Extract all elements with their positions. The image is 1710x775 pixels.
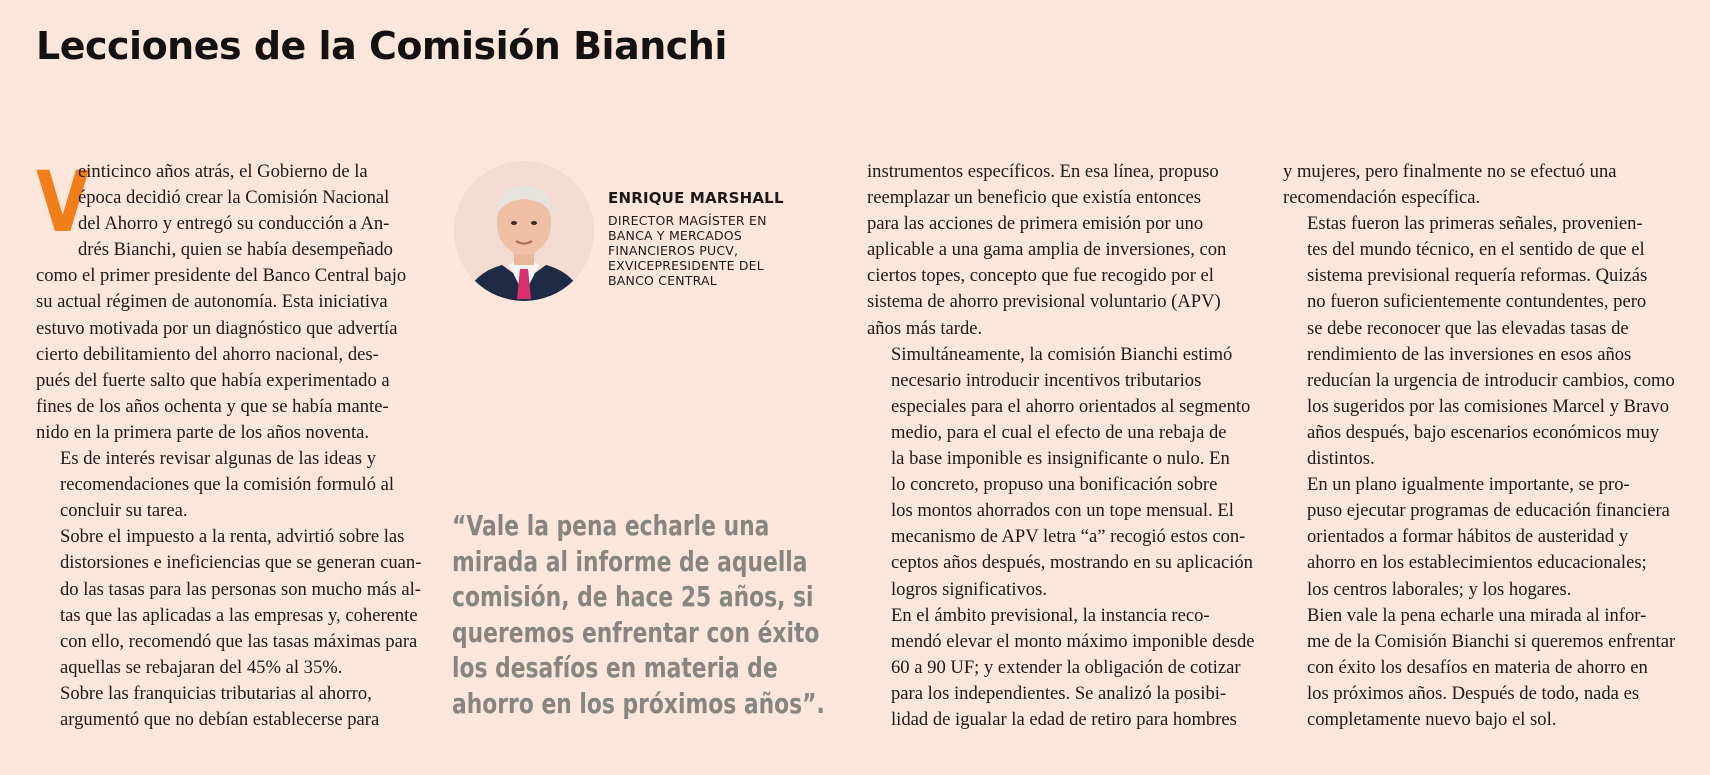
article-line: tes del mundo técnico, en el sentido de que el	[1307, 239, 1645, 261]
article-paragraph	[1283, 211, 1683, 472]
pull-quote-line: los desafíos en materia de	[452, 651, 778, 684]
article-line: drés Bianchi, quien se había desempeñado	[78, 239, 393, 261]
article-line: especiales para el ahorro orientados al segmento	[891, 395, 1251, 417]
article-line: tas que las aplicadas a las empresas y, coherente	[60, 604, 418, 626]
pull-quote-line: comisión, de hace 25 años, si	[452, 580, 814, 613]
article-line: orientados a formar hábitos de austeridad y	[1307, 526, 1629, 548]
article-line: años más tarde.	[867, 317, 983, 339]
article-line: puso ejecutar programas de educación financiera	[1307, 500, 1670, 522]
article-line: mecanismo de APV letra “a” recogió estos con-	[891, 526, 1246, 548]
article-line: me de la Comisión Bianchi si queremos enfrentar	[1307, 630, 1676, 652]
author-title-line: EXVICEPRESIDENTE DEL	[608, 258, 764, 273]
article-line: no fueron suficientemente contundentes, pero	[1307, 291, 1647, 313]
article-line: concluir su tarea.	[60, 500, 188, 522]
author-title-line: FINANCIEROS PUCV,	[608, 243, 739, 258]
article-line: ceptos años después, mostrando en su aplicación	[891, 552, 1253, 574]
article-line: época decidió crear la Comisión Nacional	[78, 187, 390, 209]
article-line: se debe reconocer que las elevadas tasas de	[1307, 317, 1629, 339]
pull-quote-line: queremos enfrentar con éxito	[452, 615, 820, 649]
article-line: su actual régimen de autonomía. Esta iniciativa	[36, 291, 388, 313]
article-line: Sobre el impuesto a la renta, advirtió sobre las	[60, 526, 405, 548]
article-line: lidad de igualar la edad de retiro para hombres	[891, 708, 1237, 730]
article-line: recomendación específica.	[1283, 187, 1481, 209]
article-line: y mujeres, pero finalmente no se efectuó una	[1283, 161, 1617, 182]
headline: Lecciones de la Comisión Bianchi	[36, 24, 727, 68]
article-line: los sugeridos por las comisiones Marcel y Bravo	[1307, 395, 1669, 417]
article-paragraph	[867, 342, 1267, 603]
author-name: ENRIQUE MARSHALL	[608, 189, 784, 207]
author-portrait-illustration	[454, 161, 594, 301]
article-paragraph	[36, 446, 428, 524]
article-line: los montos ahorrados con un tope mensual. El	[891, 500, 1234, 522]
article-line: para los independientes. Se analizó la posibi-	[891, 682, 1227, 704]
article-line: estuvo motivada por un diagnóstico que advertía	[36, 317, 398, 339]
article-line: En el ámbito previsional, la instancia reco-	[891, 604, 1210, 626]
article-paragraph	[1283, 159, 1683, 211]
article-paragraph	[867, 159, 1267, 342]
article-paragraph	[36, 681, 428, 733]
article-line: para las acciones de primera emisión por uno	[867, 213, 1204, 235]
article-line: mendó elevar el monto máximo imponible desde	[891, 630, 1255, 652]
article-line: los próximos años. Después de todo, nada es	[1307, 682, 1640, 704]
article-line: pués del fuerte salto que había experimentado a	[36, 369, 390, 391]
article-paragraph	[1283, 472, 1683, 602]
article-line: años después, bajo escenarios económicos muy	[1307, 421, 1660, 443]
article-line: fines de los años ochenta y que se había mante-	[36, 395, 389, 417]
pull-quote-line: ahorro en los próximos años”.	[452, 686, 825, 720]
article-line: cierto debilitamiento del ahorro nacional, des-	[36, 343, 379, 365]
article-line: sistema previsional requería reformas. Quizás	[1307, 265, 1648, 287]
article-line: distorsiones e ineficiencias que se generan cuan-	[60, 552, 422, 574]
article-column-3	[1283, 159, 1683, 733]
article-paragraph	[1283, 603, 1683, 733]
article-line: nido en la primera parte de los años noventa.	[36, 421, 370, 443]
article-line: 60 a 90 UF; y extender la obligación de cotizar	[891, 656, 1241, 678]
article-line: Simultáneamente, la comisión Bianchi estimó	[891, 343, 1233, 365]
article-line: recomendaciones que la comisión formuló al	[60, 474, 395, 496]
article-line: reemplazar un beneficio que existía entonces	[867, 187, 1202, 209]
article-paragraph	[867, 603, 1267, 733]
pull-quote	[452, 508, 832, 721]
article-line: argumentó que no debían establecerse para	[60, 708, 380, 730]
article-paragraph	[36, 153, 428, 446]
article-line: Es de interés revisar algunas de las ideas y	[60, 448, 376, 470]
article-line: Bien vale la pena echarle una mirada al infor-	[1307, 604, 1647, 626]
article-line: sistema de ahorro previsional voluntario (APV)	[867, 291, 1221, 313]
article-line: aquellas se rebajaran del 45% al 35%.	[60, 656, 343, 678]
article-line: completamente nuevo bajo el sol.	[1307, 708, 1557, 730]
article-line: do las tasas para las personas son mucho más al-	[60, 578, 421, 600]
article-line: ciertos topes, concepto que fue recogido por el	[867, 265, 1214, 287]
author-title-line: DIRECTOR MAGÍSTER EN	[608, 213, 767, 228]
article-line: Estas fueron las primeras señales, provenien-	[1307, 213, 1643, 235]
article-line: del Ahorro y entregó su conducción a An-	[78, 213, 390, 235]
article-line: los centros laborales; y los hogares.	[1307, 578, 1572, 600]
pull-quote-line: “Vale la pena echarle una	[452, 509, 770, 542]
author-title-line: BANCA Y MERCADOS	[608, 228, 742, 243]
pull-quote-line: mirada al informe de aquella	[452, 544, 808, 578]
article-line: la base imponible es insignificante o nulo. En	[891, 448, 1230, 470]
article-line: instrumentos específicos. En esa línea, propuso	[867, 161, 1219, 182]
article-line: aplicable a una gama amplia de inversiones, con	[867, 239, 1227, 261]
article-line: con éxito los desafíos en materia de ahorro en	[1307, 656, 1648, 678]
article-line: lo concreto, propuso una bonificación sobre	[891, 474, 1218, 496]
article-line: Sobre las franquicias tributarias al ahorro,	[60, 682, 372, 704]
article-line: reducían la urgencia de introducir cambios, como	[1307, 369, 1675, 391]
article-line: logros significativos.	[891, 578, 1047, 600]
author-title	[608, 213, 784, 288]
article-line: rendimiento de las inversiones en esos años	[1307, 343, 1632, 365]
author-title-line: BANCO CENTRAL	[608, 273, 717, 288]
article-line: medio, para el cual el efecto de una rebaja de	[891, 421, 1227, 443]
article-line: con ello, recomendó que las tasas máximas para	[60, 630, 418, 652]
author-byline	[608, 189, 784, 288]
article-column-1	[36, 153, 428, 733]
article-line: distintos.	[1307, 448, 1375, 470]
article-line: ahorro en los establecimientos educacionales;	[1307, 552, 1647, 574]
article-line: En un plano igualmente importante, se pro-	[1307, 474, 1630, 496]
drop-cap: V	[36, 153, 90, 251]
article-line: necesario introducir incentivos tributarios	[891, 369, 1202, 391]
article-line: einticinco años atrás, el Gobierno de la	[78, 161, 368, 182]
article-paragraph	[36, 524, 428, 681]
article-column-2	[867, 159, 1267, 733]
author-portrait	[454, 161, 594, 301]
article-line: como el primer presidente del Banco Central bajo	[36, 265, 407, 287]
